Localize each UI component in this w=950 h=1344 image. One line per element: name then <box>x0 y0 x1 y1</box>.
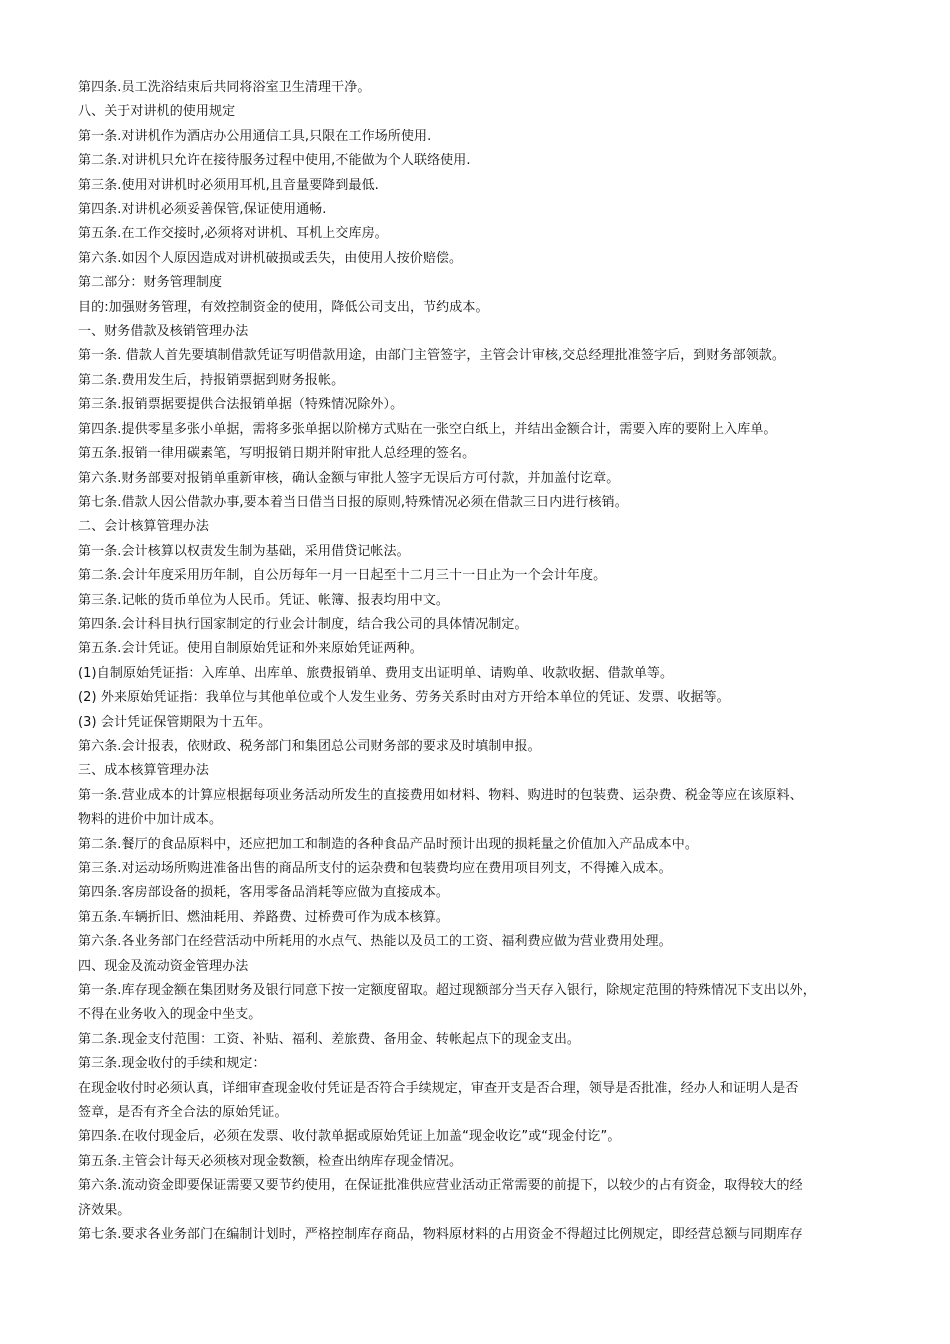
text-line: 在现金收付时必须认真，详细审查现金收付凭证是否符合手续规定，审查开支是否合理，领导是否批准，经办人和证明人是否 <box>78 1080 799 1096</box>
text-line: 第六条.财务部要对报销单重新审核，确认金额与审批人签字无误后方可付款，并加盖付讫章。 <box>78 470 620 486</box>
text-line: 第七条.要求各业务部门在编制计划时，严格控制库存商品，物料原材料的占用资金不得超过比例规定，即经营总额与同期库存 <box>78 1227 803 1243</box>
text-line: 第五条.会计凭证。使用自制原始凭证和外来原始凭证两种。 <box>78 641 423 657</box>
text-line: 第二条.费用发生后，持报销票据到财务报帐。 <box>78 372 345 388</box>
text-line: 第三条.记帐的货币单位为人民币。凭证、帐簿、报表均用中文。 <box>78 592 450 608</box>
text-line: 目的:加强财务管理，有效控制资金的使用，降低公司支出，节约成本。 <box>78 299 489 315</box>
text-line: 第二条.对讲机只允许在接待服务过程中使用,不能做为个人联络使用. <box>78 153 471 169</box>
text-line: 签章，是否有齐全合法的原始凭证。 <box>78 1105 288 1121</box>
text-line: 第三条.现金收付的手续和规定： <box>78 1056 266 1072</box>
part-heading: 第二部分：财务管理制度 <box>78 275 223 291</box>
section-heading: 三、成本核算管理办法 <box>78 763 210 779</box>
text-line: (1)自制原始凭证指：入库单、出库单、旅费报销单、费用支出证明单、请购单、收款收据、借款单等。 <box>78 665 674 681</box>
text-line: 第六条.如因个人原因造成对讲机破损或丢失，由使用人按价赔偿。 <box>78 250 463 266</box>
text-line: (2) 外来原始凭证指：我单位与其他单位或个人发生业务、劳务关系时由对方开给本单位的凭证、发票、收据等。 <box>78 690 730 706</box>
text-line: 第一条.营业成本的计算应根据每项业务活动所发生的直接费用如材料、物料、购进时的包装费、运杂费、税金等应在该原料、 <box>78 787 803 803</box>
text-line: 第四条.提供零星多张小单据，需将多张单据以阶梯方式贴在一张空白纸上，并结出金额合计，需要入库的要附上入库单。 <box>78 421 777 437</box>
text-line: 第一条.会计核算以权责发生制为基础，采用借贷记帐法。 <box>78 543 410 559</box>
text-line: 第四条.客房部设备的损耗，客用零备品消耗等应做为直接成本。 <box>78 885 450 901</box>
text-line: 第五条.报销一律用碳素笔，写明报销日期并附审批人总经理的签名。 <box>78 446 476 462</box>
text-line: 第一条.对讲机作为酒店办公用通信工具,只限在工作场所使用. <box>78 128 432 144</box>
section-heading: 一、财务借款及核销管理办法 <box>78 324 249 340</box>
text-line: 第三条.对运动场所购进准备出售的商品所支付的运杂费和包装费均应在费用项目列支，不得摊入成本。 <box>78 861 672 876</box>
text-line: 第四条.会计科目执行国家制定的行业会计制度，结合我公司的具体情况制定。 <box>78 616 528 632</box>
text-line: 第四条.对讲机必须妥善保管,保证使用通畅. <box>78 202 327 218</box>
text-line: 第六条.各业务部门在经营活动中所耗用的水点气、热能以及员工的工资、福利费应做为营业费用处理。 <box>78 934 672 950</box>
text-line: 济效果。 <box>78 1202 131 1218</box>
text-line: 第一条. 借款人首先要填制借款凭证写明借款用途，由部门主管签字，主管会计审核,交总经理批准签字后，到财务部领款。 <box>78 348 785 364</box>
text-line: (3) 会计凭证保管期限为十五年。 <box>78 714 272 730</box>
section-heading: 四、现金及流动资金管理办法 <box>78 958 249 974</box>
text-line: 第一条.库存现金额在集团财务及银行同意下按一定额度留取。超过现额部分当天存入银行，除规定范围的特殊情况下支出以外， <box>78 983 816 999</box>
text-line: 第三条.使用对讲机时必须用耳机,且音量要降到最低. <box>78 177 379 193</box>
text-line: 第六条.会计报表，依财政、税务部门和集团总公司财务部的要求及时填制申报。 <box>78 738 541 754</box>
text-line: 第四条.在收付现金后，必须在发票、收付款单据或原始凭证上加盖“现金收讫”或“现金付讫”。 <box>78 1129 621 1145</box>
text-line: 第二条.现金支付范围：工资、补贴、福利、差旅费、备用金、转帐起点下的现金支出。 <box>78 1031 581 1047</box>
text-line: 第五条.主管会计每天必须核对现金数额，检查出纳库存现金情况。 <box>78 1153 463 1169</box>
text-line: 第六条.流动资金即要保证需要又要节约使用，在保证批准供应营业活动正常需要的前提下，以较少的占有资金，取得较大的经 <box>78 1178 803 1194</box>
text-line: 第三条.报销票据要提供合法报销单据（特殊情况除外）。 <box>78 397 404 413</box>
text-line: 第五条.车辆折旧、燃油耗用、养路费、过桥费可作为成本核算。 <box>78 909 450 925</box>
text-line: 第五条.在工作交接时,必须将对讲机、耳机上交库房。 <box>78 226 388 242</box>
section-heading: 八、关于对讲机的使用规定 <box>78 104 236 120</box>
text-line: 第七条.借款人因公借款办事,要本着当日借当日报的原则,特殊情况必须在借款三日内进行核销。 <box>78 494 628 510</box>
text-line: 不得在业务收入的现金中坐支。 <box>78 1007 262 1023</box>
text-line: 第二条.餐厅的食品原料中，还应把加工和制造的各种食品产品时预计出现的损耗量之价值加入产品成本中。 <box>78 836 698 852</box>
text-line: 第二条.会计年度采用历年制，自公历每年一月一日起至十二月三十一日止为一个会计年度。 <box>78 568 607 584</box>
document-page <box>78 76 888 1248</box>
text-line: 物料的进价中加计成本。 <box>78 812 223 828</box>
section-heading: 二、会计核算管理办法 <box>78 519 210 535</box>
text-line: 第四条.员工洗浴结束后共同将浴室卫生清理干净。 <box>78 80 371 95</box>
